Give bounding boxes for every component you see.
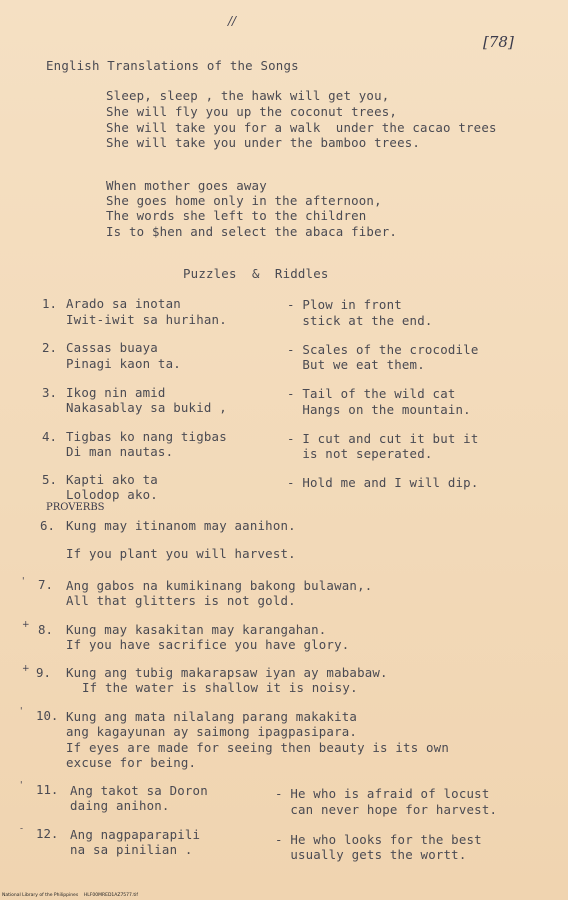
proverb-mark: ' xyxy=(22,577,25,587)
song-line: Sleep, sleep , the hawk will get you, xyxy=(106,88,390,103)
riddle-native: Ikog nin amid xyxy=(66,385,166,400)
proverb-number: 6. xyxy=(40,518,55,533)
riddle-native: Arado sa inotan xyxy=(66,296,181,311)
page-number: [78] xyxy=(483,33,514,51)
proverb-mark: - xyxy=(20,824,24,834)
song-line: She will take you under the bamboo trees. xyxy=(106,135,421,150)
proverb-line: Ang gabos na kumikinang bakong bulawan,. xyxy=(66,578,373,593)
proverb-mark: + xyxy=(22,664,30,674)
riddle-english: - I cut and cut it but it xyxy=(287,431,479,446)
proverb-mark: ' xyxy=(20,707,23,717)
song-line: When mother goes away xyxy=(106,178,267,193)
riddle-native: Kapti ako ta xyxy=(66,472,158,487)
proverb-line: daing anihon. xyxy=(70,798,170,813)
proverb-line: Kung may kasakitan may karangahan. xyxy=(66,622,327,637)
riddle-english: - Tail of the wild cat xyxy=(287,386,456,401)
riddle-native: Lolodop ako. xyxy=(66,487,158,502)
riddle-english: - Hold me and I will dip. xyxy=(287,475,479,490)
riddle-native: Di man nautas. xyxy=(66,444,174,459)
proverb-number: 12. xyxy=(36,826,59,841)
proverbs-note: PROVERBS xyxy=(46,502,105,513)
song-line: She will fly you up the coconut trees, xyxy=(106,104,398,119)
proverb-english: - He who looks for the best xyxy=(275,832,482,847)
proverb-line: If you plant you will harvest. xyxy=(66,546,296,561)
proverb-line: na sa pinilian . xyxy=(70,842,193,857)
proverb-line: If you have sacrifice you have glory. xyxy=(66,637,350,652)
riddle-english: is not seperated. xyxy=(287,446,433,461)
proverb-line: Kung ang mata nilalang parang makakita xyxy=(66,709,358,724)
top-mark: // xyxy=(228,14,237,28)
riddle-number: 4. xyxy=(42,429,57,444)
proverb-line: If the water is shallow it is noisy. xyxy=(82,680,358,695)
proverb-number: 9. xyxy=(36,665,51,680)
riddle-english: - Scales of the crocodile xyxy=(287,342,479,357)
proverb-line: If eyes are made for seeing then beauty is its own xyxy=(66,740,449,755)
riddle-number: 3. xyxy=(42,385,57,400)
proverb-line: All that glitters is not gold. xyxy=(66,593,296,608)
proverb-english: - He who is afraid of locust xyxy=(275,786,490,801)
proverb-mark: ' xyxy=(20,781,23,791)
riddle-native: Iwit-iwit sa hurihan. xyxy=(66,312,227,327)
proverb-line: Ang nagpaparapili xyxy=(70,827,201,842)
proverb-line: Kung ang tubig makarapsaw iyan ay mababaw. xyxy=(66,665,388,680)
riddle-english: Hangs on the mountain. xyxy=(287,402,471,417)
proverb-mark: + xyxy=(22,620,30,630)
riddle-english: stick at the end. xyxy=(287,313,433,328)
proverb-number: 10. xyxy=(36,708,59,723)
song-line: She will take you for a walk under the cacao trees xyxy=(106,120,497,135)
song-line: Is to $hen and select the abaca fiber. xyxy=(106,224,398,239)
proverb-number: 11. xyxy=(36,782,59,797)
archive-footer: National Library of the Philippines HLF00MRED1AZ7577.tif xyxy=(2,893,138,898)
riddle-native: Pinagi kaon ta. xyxy=(66,356,181,371)
proverb-line: Kung may itinanom may aanihon. xyxy=(66,518,296,533)
proverb-number: 8. xyxy=(38,622,53,637)
proverb-line: excuse for being. xyxy=(66,755,197,770)
song-line: The words she left to the children xyxy=(106,208,367,223)
proverb-number: 7. xyxy=(38,577,53,592)
riddle-number: 5. xyxy=(42,472,57,487)
riddle-number: 1. xyxy=(42,296,57,311)
riddle-native: Cassas buaya xyxy=(66,340,158,355)
riddle-number: 2. xyxy=(42,340,57,355)
riddle-native: Nakasablay sa bukid , xyxy=(66,400,227,415)
heading: English Translations of the Songs xyxy=(46,58,299,73)
riddle-english: But we eat them. xyxy=(287,357,425,372)
proverb-english: can never hope for harvest. xyxy=(275,802,498,817)
riddle-english: - Plow in front xyxy=(287,297,402,312)
song-line: She goes home only in the afternoon, xyxy=(106,193,382,208)
riddle-native: Tigbas ko nang tigbas xyxy=(66,429,227,444)
puzzles-heading: Puzzles & Riddles xyxy=(183,266,329,281)
proverb-line: Ang takot sa Doron xyxy=(70,783,208,798)
proverb-english: usually gets the wortt. xyxy=(275,847,467,862)
proverb-line: ang kagayunan ay saimong ipagpasipara. xyxy=(66,724,358,739)
